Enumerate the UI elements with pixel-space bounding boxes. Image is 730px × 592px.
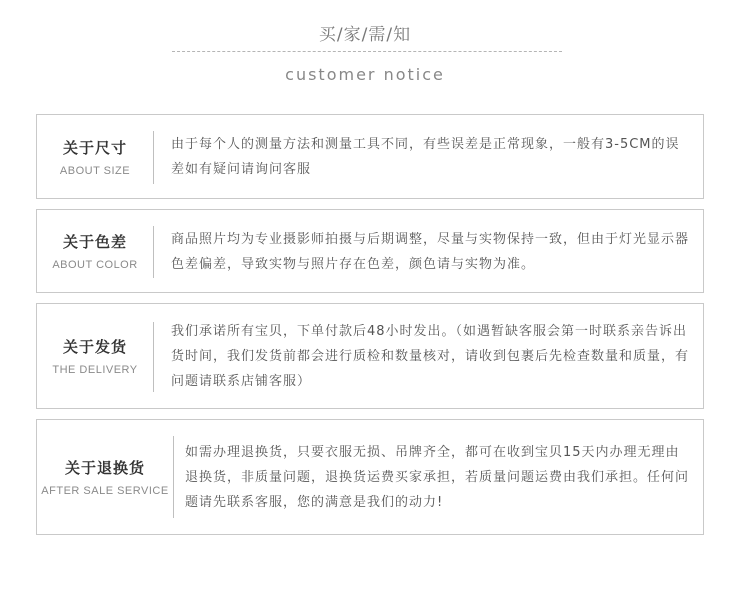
section-title: 关于退换货 [64,459,145,477]
page-title: 买/家/需/知 [318,25,412,45]
section-color [36,209,704,293]
page-subtitle: customer notice [285,65,445,84]
section-text: 我们承诺所有宝贝，下单付款后48小时发出。（如遇暂缺客服会第一时联系亲告诉出货时间，我们发货前都会进行质检和数量核对，请收到包裹后先检查数量和质量，有问题请联系店铺客服） [171,324,690,389]
section-divider [153,226,154,278]
section-divider [173,436,174,518]
section-text: 由于每个人的测量方法和测量工具不同，有些误差是正常现象，一般有3-5CM的误差如有疑问请询问客服 [171,137,680,177]
section-returns [36,419,704,535]
section-label [37,210,153,292]
section-divider [153,322,154,392]
section-title: 关于发货 [62,338,127,356]
section-delivery [36,303,704,409]
section-subtitle: AFTER SALE SERVICE [41,485,169,497]
section-label [37,115,153,198]
section-size [36,114,704,199]
section-text: 商品照片均为专业摄影师拍摄与后期调整，尽量与实物保持一致，但由于灯光显示器色差偏差，导致实物与照片存在色差，颜色请与实物为准。 [171,232,690,272]
section-text: 如需办理退换货，只要衣服无损、吊牌齐全，都可在收到宝贝15天内办理无理由退换货，非质量问题，退换货运费买家承担，若质量问题运费由我们承担。任何问题请先联系客服，您的满意是我们的动力! [185,445,690,510]
section-title: 关于色差 [62,233,127,251]
section-subtitle: ABOUT COLOR [52,259,138,271]
section-divider [153,131,154,184]
dashed-divider [172,51,562,52]
section-subtitle: ABOUT SIZE [59,164,131,177]
section-label [37,420,173,534]
section-subtitle: THE DELIVERY [52,364,138,376]
section-title: 关于尺寸 [62,138,127,157]
section-label [37,304,153,408]
